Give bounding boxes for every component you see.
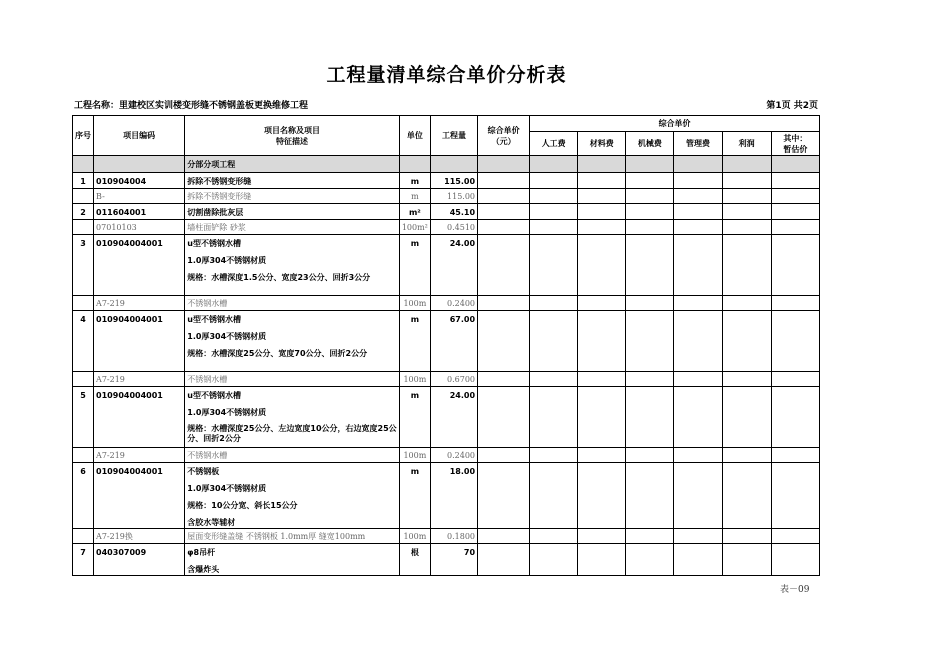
- row-desc: [185, 311, 400, 372]
- table-subrow: [73, 372, 820, 387]
- header-profit: 利润: [722, 132, 771, 156]
- row-unit: m: [399, 387, 430, 448]
- table-subrow: [73, 189, 820, 204]
- header-provisional-line2: 暂估价: [783, 144, 808, 154]
- header-unit-price: [478, 116, 530, 156]
- row-desc: [185, 204, 400, 220]
- row-qty: 24.00: [430, 387, 477, 448]
- desc-line: 含爆炸头: [187, 565, 220, 574]
- table-row: [73, 173, 820, 189]
- row-desc: 不锈钢水槽: [185, 448, 400, 463]
- row-seq: 1: [73, 173, 94, 189]
- table-subrow: [73, 448, 820, 463]
- row-code: B-: [94, 189, 185, 204]
- desc-line: u型不锈钢水槽: [187, 391, 241, 400]
- row-desc: 墙柱面铲除 砂浆: [185, 220, 400, 235]
- row-unit: 100m: [399, 372, 430, 387]
- header-name-line1: 项目名称及项目: [264, 125, 321, 135]
- project-name: 工程名称：里建校区实训楼变形缝不锈钢盖板更换维修工程: [74, 101, 309, 111]
- row-qty: 0.2400: [430, 448, 477, 463]
- row-unit: m: [399, 173, 430, 189]
- header-unit-price-line2: （元）: [491, 136, 516, 146]
- header-name-line2: 特征描述: [276, 136, 309, 146]
- row-qty: 0.4510: [430, 220, 477, 235]
- row-qty: 0.1800: [430, 529, 477, 544]
- row-unit: 100m: [399, 448, 430, 463]
- row-unit: m: [399, 189, 430, 204]
- form-number: 表－09: [780, 585, 810, 595]
- row-qty: 24.00: [430, 235, 477, 296]
- row-qty: 18.00: [430, 463, 477, 529]
- row-desc: [185, 463, 400, 529]
- row-code: 010904004001: [94, 235, 185, 296]
- section-title: 分部分项工程: [185, 156, 400, 173]
- header-unit-price-line1: 综合单价: [487, 125, 520, 135]
- table-row: [73, 235, 820, 296]
- row-seq: 2: [73, 204, 94, 220]
- desc-line: 1.0厚304不锈钢材质: [187, 332, 267, 341]
- desc-line: 规格：水槽深度25公分、左边宽度10公分，右边宽度25公分、回折2公分: [187, 424, 397, 443]
- table-row: [73, 544, 820, 576]
- row-code: A7-219换: [94, 529, 185, 544]
- desc-line: 切割凿除批灰层: [187, 208, 244, 217]
- table-subrow: [73, 529, 820, 544]
- desc-line: 规格：水槽深度25公分、宽度70公分、回折2公分: [187, 349, 368, 358]
- table-subrow: [73, 296, 820, 311]
- table-row: [73, 204, 820, 220]
- page-title: 工程量清单综合单价分析表: [326, 64, 567, 86]
- row-code: 010904004001: [94, 463, 185, 529]
- row-desc: [185, 387, 400, 448]
- row-code: 07010103: [94, 220, 185, 235]
- desc-line: 规格：水槽深度1.5公分、宽度23公分、回折3公分: [187, 273, 371, 282]
- row-desc: 不锈钢水槽: [185, 296, 400, 311]
- row-seq: 4: [73, 311, 94, 372]
- row-qty: 67.00: [430, 311, 477, 372]
- row-unit: 100m: [399, 296, 430, 311]
- header-material: 材料费: [578, 132, 626, 156]
- desc-line: 不锈钢板: [187, 467, 220, 476]
- table-subrow: [73, 220, 820, 235]
- header-provisional-line1: 其中：: [783, 133, 808, 143]
- row-code: 010904004: [94, 173, 185, 189]
- row-seq: 7: [73, 544, 94, 576]
- row-desc: [185, 173, 400, 189]
- row-unit: 100m: [399, 529, 430, 544]
- row-unit: 根: [399, 544, 430, 576]
- row-code: A7-219: [94, 448, 185, 463]
- row-code: 010904004001: [94, 387, 185, 448]
- row-unit: 100m²: [399, 220, 430, 235]
- desc-line: φ8吊杆: [187, 548, 216, 557]
- row-unit: m: [399, 235, 430, 296]
- desc-line: 1.0厚304不锈钢材质: [187, 408, 267, 417]
- row-qty: 45.10: [430, 204, 477, 220]
- row-desc: 屋面变形缝盖缝 不锈钢板 1.0mm厚 缝宽100mm: [185, 529, 400, 544]
- row-code: 040307009: [94, 544, 185, 576]
- row-seq: 3: [73, 235, 94, 296]
- header-code: 项目编码: [94, 116, 185, 156]
- row-unit: m²: [399, 204, 430, 220]
- header-machine: 机械费: [626, 132, 674, 156]
- desc-line: 含胶水等辅材: [187, 518, 236, 527]
- analysis-table: [72, 115, 820, 576]
- row-qty: 115.00: [430, 173, 477, 189]
- desc-line: 1.0厚304不锈钢材质: [187, 256, 267, 265]
- page-info: 第1页 共2页: [766, 101, 818, 111]
- desc-line: 拆除不锈钢变形缝: [187, 177, 252, 186]
- row-code: 011604001: [94, 204, 185, 220]
- row-desc: [185, 544, 400, 576]
- section-row: [73, 156, 820, 173]
- row-desc: [185, 235, 400, 296]
- row-qty: 70: [430, 544, 477, 576]
- row-qty: 115.00: [430, 189, 477, 204]
- row-code: A7-219: [94, 296, 185, 311]
- row-qty: 0.6700: [430, 372, 477, 387]
- row-code: 010904004001: [94, 311, 185, 372]
- desc-line: u型不锈钢水槽: [187, 315, 241, 324]
- desc-line: u型不锈钢水槽: [187, 239, 241, 248]
- header-name: [185, 116, 400, 156]
- table-row: [73, 387, 820, 448]
- row-unit: m: [399, 463, 430, 529]
- desc-line: 1.0厚304不锈钢材质: [187, 484, 267, 493]
- header-labor: 人工费: [530, 132, 578, 156]
- header-seq: 序号: [73, 116, 94, 156]
- table-row: [73, 463, 820, 529]
- header-breakdown: 综合单价: [530, 116, 820, 132]
- header-provisional: [771, 132, 819, 156]
- row-qty: 0.2400: [430, 296, 477, 311]
- desc-line: 规格：10公分宽、斜长15公分: [187, 501, 298, 510]
- header-unit: 单位: [399, 116, 430, 156]
- row-seq: 6: [73, 463, 94, 529]
- header-qty: 工程量: [430, 116, 477, 156]
- row-desc: 不锈钢水槽: [185, 372, 400, 387]
- table-row: [73, 311, 820, 372]
- row-desc: 拆除不锈钢变形缝: [185, 189, 400, 204]
- row-seq: 5: [73, 387, 94, 448]
- row-unit: m: [399, 311, 430, 372]
- header-row-1: [73, 116, 820, 132]
- row-code: A7-219: [94, 372, 185, 387]
- header-management: 管理费: [674, 132, 722, 156]
